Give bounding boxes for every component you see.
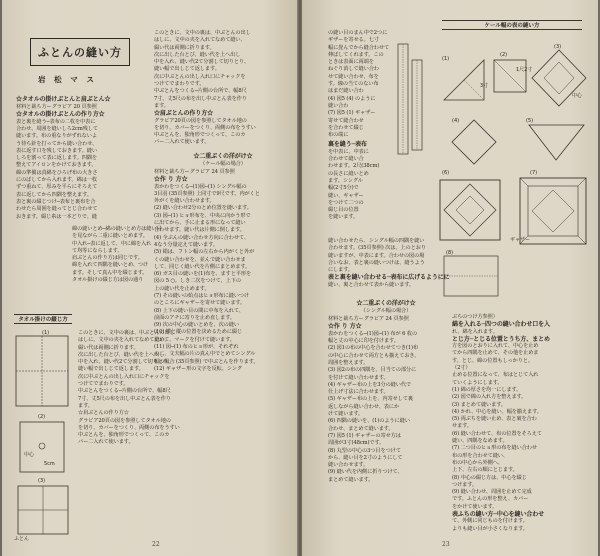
section-subheading: （シングル幅の場合） — [360, 308, 412, 315]
left-col-3 — [154, 30, 292, 373]
text-line: 表かわをつくる─(1)図─(1) 布が 6 枚の — [328, 330, 418, 337]
text-line: から、縫い目を2寸のようにして — [328, 454, 403, 461]
text-line: す。線の当てのない布 — [328, 81, 379, 88]
fig-label: (3) — [38, 478, 46, 484]
text-line: 表と裏を縫い合わせる─表布に広げるようにに — [328, 274, 450, 282]
fig-label: (5) — [526, 118, 534, 124]
left-col-2 — [78, 330, 180, 447]
text-line: (7) 図5 (1) ギャザー — [328, 110, 376, 117]
text-line: う待ち針を打ってから縫い合わせ、 — [16, 140, 98, 147]
text-line: 表と裏の綴じつけ─表布と裏布を合 — [16, 198, 96, 205]
text-line: タオル掛けの綴じ方は図の通り — [72, 277, 144, 284]
text-line: （2寸） — [452, 365, 471, 372]
text-line: (6) 四隅の縫いを、(1)のように縫い — [328, 418, 410, 425]
text-line: くの縫い合わせを、並んで縫い合わせま — [154, 256, 246, 263]
fig-label: (2) — [38, 414, 46, 420]
text-line: 布の端に — [328, 132, 349, 139]
text-line: 縫います。布の重なりがずれないよ — [16, 133, 97, 140]
text-line: 中ぶとんを、独角形でつくって、このカ — [78, 432, 170, 439]
text-line: 縫い合わせたら、シングル幅の四隅を縫い — [328, 238, 425, 244]
fig-label: (8) — [446, 250, 454, 256]
text-line: とじ方─とじる位置とうち方、まとめ — [452, 335, 550, 343]
text-line: 周囲が3寸(48cm)です。 — [328, 440, 385, 447]
text-line: を切り、カバーをつくり、両側の布をうすい — [154, 124, 256, 131]
text-line: つけてでまわりです。 — [154, 81, 205, 88]
towel-figure — [12, 326, 74, 546]
fig-label: 中心 — [572, 93, 583, 99]
text-line: よりも縫い目が小さくなります。 — [452, 525, 528, 532]
page-number: 23 — [442, 541, 450, 548]
left-col-1b — [72, 226, 162, 284]
text-line: このときに、文中の裏は、中ぶとんの出し — [154, 30, 251, 36]
text-line: にします。 — [328, 267, 354, 274]
text-line: 布の中心から外側へ、 — [452, 459, 503, 466]
section-heading: ☆タオルの掛けぶとんと肩ぶとん☆ — [16, 96, 111, 103]
text-line: 合わせ、まとめて縫います。 — [328, 425, 394, 432]
page-number: 22 — [152, 541, 160, 548]
text-line: 4なう分量定えて縫います。 — [154, 241, 218, 248]
text-line: (8) 上下の縫い目の間に中布を入れて、 — [154, 307, 244, 314]
text-line: ☆タオルの掛けぶとんの作り方☆ — [16, 111, 105, 119]
text-line: (10) 横と縦の位置を決めるために綴じ — [154, 329, 243, 336]
text-line: です。ふとんの形を整え、カバー — [452, 496, 529, 503]
text-line: ギザーを寄せる。七寸 — [328, 37, 379, 44]
text-line: ます。 — [78, 402, 93, 409]
text-line: 仕上げ寸法に合わせます。 — [328, 389, 389, 396]
right-col-2 — [328, 300, 444, 484]
text-line: を付けて縫い合わせます。 — [328, 374, 389, 381]
text-line: 伸ばしてくれます。この — [328, 51, 384, 58]
text-line: ずつ重ねて、厚みを平らにそろえて — [16, 184, 98, 191]
text-line: (4) 全ぶんの縫い合わせ方向に合わせて、 — [154, 234, 249, 241]
text-line: 縫い、裏と合わせて表から縫います。 — [328, 281, 415, 288]
text-line: (9) 縫い合わせ、周囲を止めて完成 — [452, 489, 532, 496]
text-line: 中を入れ、縫い代2て分割して切りとり、 — [154, 59, 250, 66]
text-line: (4) 図5 (4) のように — [328, 95, 376, 102]
text-line: て、外側に同じものを付けます。 — [452, 518, 528, 525]
text-line: の長さに縫いとめ — [328, 170, 369, 177]
left-col-1 — [16, 96, 144, 221]
text-line: はまだ縫い合わ — [328, 88, 364, 95]
text-line: (2) 図1の布の中心を合わせてつき(1)布 — [328, 345, 419, 352]
text-line: 綿の縫いとめ─綿の縫いとめ方は縫い目 — [72, 226, 162, 232]
article-title-box — [30, 38, 130, 66]
text-line: このときに、文中の裏は、中ぶとんの出し — [78, 330, 175, 336]
text-line: に出てから、手に止まる形になって縫い — [154, 220, 246, 227]
text-line: を切り、カバーをつくり、両側の布をうすい — [78, 424, 180, 431]
fig-label: 3寸 — [480, 83, 489, 89]
fig-label: 中心 — [24, 452, 35, 458]
text-line: 綴じ目の位置 — [328, 207, 359, 214]
text-line: 上の縫い代を止めます。 — [154, 285, 210, 292]
text-line: グラビア20頁の図を参照してタオル地の — [154, 117, 247, 124]
text-line: を見ながら二重に縫いとめます。 — [72, 233, 148, 240]
right-col-1b — [328, 238, 450, 289]
text-line: (3) 図2の布の四隅を、目当ての部分に — [328, 367, 417, 374]
text-line: 3目羽 (35頁参照) 上同寸で9尺です。内がくと — [154, 190, 260, 197]
text-line: 7寸、丈5尺の布を出し中ぶとん表を作り — [154, 95, 247, 102]
text-line: 中入れ─表に返して、中に綿を入れ — [72, 240, 152, 247]
text-line: 表に返す口を残しておきます。縫い — [16, 147, 97, 154]
text-line: 寄せて縫合わせ — [328, 117, 364, 124]
text-line: (9) 縫い代を内側に折りつけて、 — [328, 469, 403, 476]
text-line: 綴い代は両側に折ります。 — [78, 344, 139, 351]
right-page — [302, 0, 598, 556]
text-line: にのばしてから入れます。綿は一枚 — [16, 177, 97, 184]
text-line: を縫います。 — [328, 214, 359, 221]
text-line: 外がくを縫い合わせます。 — [154, 198, 215, 205]
fig-label: (4) — [452, 118, 460, 124]
text-line: ☆作 り 方☆ — [154, 176, 188, 184]
text-line: ☆作 り 方☆ — [328, 323, 362, 331]
text-line: せます。 — [452, 423, 472, 430]
text-line: グラビア20頁の図を参照してタオル地の — [78, 417, 171, 424]
text-line: 整えてアイロンをかけておきます。 — [16, 162, 97, 169]
text-line: 次に出した台とび、縫い代を上へ出し — [78, 351, 165, 358]
text-line: てから四隅を止めて、その他を止めま — [452, 350, 539, 357]
fig-label: ギャザー — [510, 237, 531, 243]
text-line: 止めて、マークを付けて縫います。 — [154, 336, 235, 343]
text-line: おきます。綴じ糸は一本どりで、縫 — [16, 213, 97, 220]
text-line: 綿の準備は真綿をひろげ布の大きさ — [16, 169, 98, 176]
text-line: (5) 絹は、フトン幅の左右から内がくと外が — [154, 249, 255, 256]
text-line: (6) 縫い合わせて、布の位置をそろえて — [452, 430, 542, 437]
figure-title: タオル掛けの綴じ方 — [14, 314, 72, 324]
fig-label: ふとん — [14, 536, 30, 542]
text-line: ときは表面に両端を — [328, 59, 374, 66]
section-heading: ☆二重ぶくの洋がけ☆ — [356, 300, 416, 307]
text-line: バー二入れて使います。 — [154, 139, 210, 146]
text-line: 図の 5 ○。しき二次をつけて、上下の — [154, 278, 241, 285]
text-line: けて縫います。 — [328, 411, 364, 418]
text-line: 中ぶとんをつくる─片側の台所で、幅8尺 — [154, 88, 247, 95]
quilt-diagrams — [434, 30, 594, 305]
text-line: のところにギャザーを寄せて縫います。 — [154, 300, 246, 307]
text-line: す。とじ、綿の位置もしっかりと。 — [452, 357, 533, 364]
text-line: しろを割って表に返します。四隅を — [16, 155, 97, 162]
text-line: 綿を入れる─四つの縫い合わせ口を入 — [452, 321, 550, 329]
text-line: (5) ギャザー布の上を、内寄せして裏 — [328, 396, 413, 403]
text-line: 次に中ぶとんの出し入れ口にチャックを — [154, 73, 246, 80]
text-line: (9) 次の中心の縫いとめを、次の縫い — [154, 322, 239, 329]
text-line: (3) まとめて縫います。 — [452, 401, 506, 408]
text-line: つけてでまわりです。 — [78, 381, 129, 388]
text-line: を中表に、中表に — [328, 148, 369, 155]
text-line: (4) ギャザー布の上を3分の縫い代で — [328, 381, 412, 388]
text-line: 表かわをつくる─(1)図─(1) シングル幅の — [154, 183, 247, 190]
text-line: ていくようにします。 — [452, 379, 503, 386]
text-line: 裏を縫う─表布 — [328, 141, 367, 149]
article-title: ふとんの縫い方 — [38, 46, 122, 59]
text-line: 幅(2寸5分)で — [328, 185, 359, 192]
text-line: ☆肩ぶとんの作り方☆ — [78, 410, 129, 417]
author-name: 岩 松 マ ス — [38, 75, 97, 84]
text-line: ☆肩ぶとんの作り方☆ — [154, 110, 214, 118]
fig-label: (2) — [500, 52, 508, 58]
text-line: まとめて縫います。 — [328, 476, 374, 483]
text-line: 合わせます。(35頁参照) 次は、上のとおり — [328, 245, 426, 252]
text-line: (11) 図─(1) 布のヒョ形が、それぞれ — [154, 344, 239, 351]
text-line: わせたら周囲を縫ってとじ合わせて — [16, 206, 98, 213]
text-line: 合わせて縫い合 — [328, 156, 364, 163]
text-line: わせます。2尺(38cm) — [328, 163, 380, 170]
text-line: 材料と裁ち方ーグラビア 20 頁参照 — [16, 104, 97, 111]
text-line: 綴い代は両側に折ります。 — [154, 44, 215, 51]
section-heading: ☆二重ぶくの洋がけ☆ — [193, 152, 253, 160]
text-line: 縫いますが、中表にます。合わせの図の場 — [328, 252, 425, 259]
text-line: はしに、文中の夹を入れてなめて縫い、 — [154, 37, 246, 44]
text-line: ねぐり消して縫い合わ — [328, 66, 379, 73]
text-line: 幅に畳んでから縫合わせて — [328, 44, 390, 51]
text-line: 縫い幅で出しじて返します。 — [78, 366, 144, 373]
text-line: 表ふちの縫い方─中心を縫い合わせ — [452, 511, 545, 519]
fig-label: (6) — [442, 170, 450, 176]
left-page — [2, 0, 298, 556]
text-line: の中心に合わせて両方とも揃えておき、 — [328, 352, 420, 359]
figure-title: ケール幅の表の縫い方 — [442, 20, 582, 30]
fig-label: (7) — [530, 170, 538, 176]
text-line: 中ぶとんを、独角形でつくって、このカ — [154, 132, 246, 139]
text-line: (7) 図5 (1) ギャザーの寄せ方は — [328, 432, 401, 439]
text-line: (12) ギャザー形の文字を反転、シング — [154, 365, 242, 372]
text-line: (6) ガス目の縫いを(1)布を、ますと平形を — [154, 271, 252, 278]
text-line: (7) 二つ目のヒョ形の布を縫い合わせ — [452, 445, 537, 452]
text-line: 縫い合わせます。 — [328, 462, 369, 469]
fig-label: (3) — [554, 44, 562, 50]
text-line: ます。シングル — [328, 177, 363, 184]
text-line: (7) その縫いの始点はヒョ形布に縫いつけ — [154, 292, 250, 299]
fig-label: 1尺2寸 — [516, 67, 533, 73]
text-line: 7寸、丈5尺の布を出し中ぶとん表を作り — [78, 395, 171, 402]
text-line: 中を入れ、縫い代2て分割して切りとり、 — [78, 359, 174, 366]
text-line: (1) 綿の厚さを均一にします。 — [452, 386, 522, 393]
text-line: 次に中ぶとんの出し入れ口にチャックを — [78, 373, 170, 380]
text-line: 綿を入れて四隅を縫いとめ、つけ — [72, 262, 149, 269]
text-line: れ、綿を入れます。 — [452, 328, 498, 335]
text-line: 前面のアチに寄りを止め直します。 — [154, 314, 235, 321]
text-line: (3) 図─(1) ヒョ形布を、中央に向かう形で — [154, 212, 251, 219]
text-line: つけます。 — [452, 481, 478, 488]
text-line: 布の形を合わせて縫い、 — [452, 452, 508, 459]
text-line: 中ぶとんをつくる─片側の台所で、幅8尺 — [78, 388, 171, 395]
text-line: ます。そして真ん中を綴じます。 — [72, 269, 148, 276]
text-line: 縫い、四隅をなめます。 — [452, 438, 508, 445]
text-line: (4) かれ、中心を縫い、幅を揃えます。 — [452, 408, 542, 415]
text-line: (5) 両ぶちを縫い止め、表と裏を合わ — [452, 416, 537, 423]
text-line: 幅の場合 (35頁参照) で中ぶとんを作ります。 — [154, 358, 259, 365]
text-line: 返しながら縫い合わせ、表にか — [328, 403, 400, 410]
text-line: ます。 — [154, 102, 169, 109]
text-line: 縫い、ギャザー — [328, 192, 364, 199]
text-line: 上下、左右の順にとじます。 — [452, 467, 518, 474]
text-line: 表に返してから四隅を整えます。 — [16, 191, 92, 198]
ruler-diagram — [394, 40, 432, 200]
text-line: (8) 中心の綴じ方は、中心を綴じ — [452, 474, 527, 481]
right-col-3 — [452, 314, 588, 533]
text-line: 合いなお、表と裏の縫いつけは、縫うよう — [328, 259, 425, 266]
text-line: (2) 図で綿の入れ方を整えます。 — [452, 394, 527, 401]
text-line: て均等にならします。 — [72, 247, 123, 254]
text-line: 合わせ、周囲を縫いしろ2cm残して — [16, 125, 98, 132]
text-line: せて縫い合わせ、布を — [328, 73, 379, 80]
text-line: 表と裏を縫う─表布の二枚を中表に — [16, 118, 96, 125]
text-line: の二、文夫幅の片の真ん中でとめてシングル — [154, 351, 256, 358]
text-line: を合わせて綴じ — [328, 124, 364, 131]
right-col-1 — [328, 30, 392, 222]
fig-label: (1) — [442, 56, 450, 62]
text-line: 材料と裁ち方ーグラビア 24 頁参照 — [154, 168, 235, 175]
fig-label: 5cm — [44, 461, 55, 467]
text-line: して、同じく縫い代を片側にまとめます。 — [154, 263, 251, 270]
text-line: 合わせます。縫い代は片側に倒します。 — [154, 227, 245, 234]
text-line: ぶちのつけ方参照） — [452, 314, 498, 320]
text-line: の縫い目のまん中で2つに — [328, 30, 388, 36]
text-line: 止める位置になって、布はとじて入れ — [452, 372, 539, 379]
text-line: (8) 丸型の中心の3つ目をつけて — [328, 447, 401, 454]
text-line: 方を図のとおりに入れて、中心を止め — [452, 343, 539, 350]
fig-label: (1) — [42, 330, 50, 336]
text-line: をかけて使います。 — [452, 503, 498, 510]
text-line: 材料と裁ち方ーグラビア 24 頁参照 — [328, 316, 409, 323]
text-line: (2) 縫い合わせ2分のとめ位置を縫います。 — [154, 205, 252, 212]
section-subheading: （ケール幅の場合） — [200, 160, 246, 167]
text-line: 次に出した台とび、縫い代を上へ出し — [154, 51, 241, 58]
text-line: をつけて二つの — [328, 199, 364, 206]
text-line: はしに、文中の夹を入れてなめて縫い、 — [78, 337, 170, 344]
text-line: 幅と丈の中心に印を付けます。 — [328, 338, 399, 345]
text-line: 周囲を整えます。 — [328, 359, 369, 366]
text-line: 肩ぶとんの作り方は同じです。 — [72, 255, 143, 262]
text-line: 縫い幅で出しじて返します。 — [154, 66, 220, 73]
text-line: 縫い合わ — [328, 102, 349, 109]
text-line: バー二入れて使います。 — [78, 439, 134, 446]
